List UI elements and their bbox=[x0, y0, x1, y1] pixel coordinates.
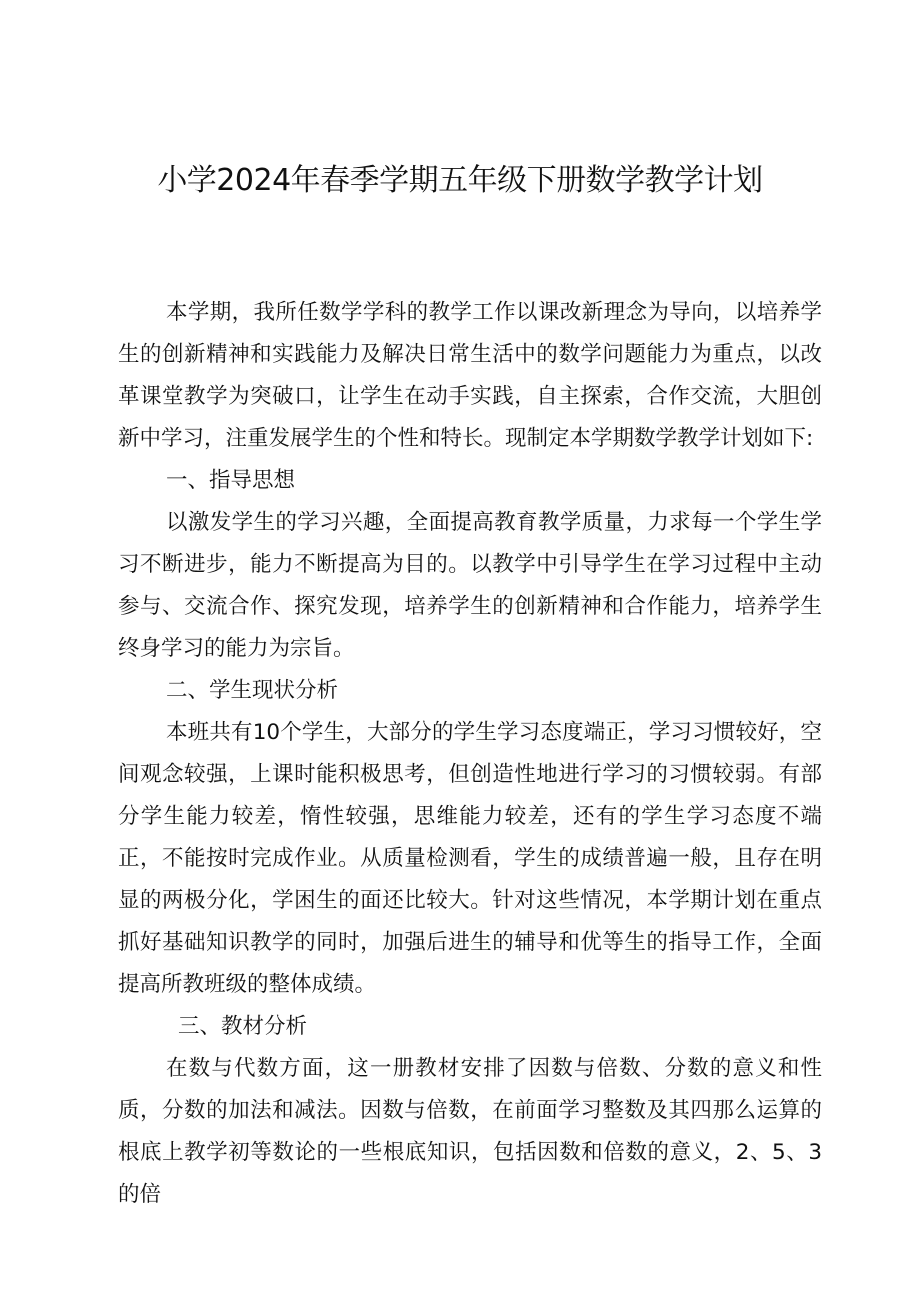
intro-paragraph: 本学期，我所任数学学科的教学工作以课改新理念为导向，以培养学生的创新精神和实践能力及解决日常生活中的数学问题能力为重点，以改革课堂教学为突破口，让学生在动手实践，自主探索，合作交流，大胆创新中学习，注重发展学生的个性和特长。现制定本学期数学教学计划如下: bbox=[118, 300, 822, 451]
document-title: 小学2024年春季学期五年级下册数学教学计划 bbox=[157, 163, 763, 198]
document-body bbox=[118, 292, 822, 1216]
section-text-guiding-ideology: 以激发学生的学习兴趣，全面提高教育教学质量，力求每一个学生学习不断进步，能力不断提高为目的。以教学中引导学生在学习过程中主动参与、交流合作、探究发现，培养学生的创新精神和合作能力，培养学生终身学习的能力为宗旨。 bbox=[118, 510, 822, 661]
section-text-textbook-analysis: 在数与代数方面，这一册教材安排了因数与倍数、分数的意义和性质，分数的加法和减法。因数与倍数，在前面学习整数及其四那么运算的根底上教学初等数论的一些根底知识，包括因数和倍数的意义，2、5、3的倍 bbox=[118, 1056, 822, 1207]
section-heading-textbook-analysis: 三、教材分析 bbox=[178, 1014, 308, 1039]
section-heading-guiding-ideology: 一、指导思想 bbox=[166, 468, 296, 493]
section-text-student-analysis: 本班共有10个学生，大部分的学生学习态度端正，学习习惯较好，空间观念较强，上课时能积极思考，但创造性地进行学习的习惯较弱。有部分学生能力较差，惰性较强，思维能力较差，还有的学生学习态度不端正，不能按时完成作业。从质量检测看，学生的成绩普遍一般，且存在明显的两极分化，学困生的面还比较大。针对这些情况，本学期计划在重点抓好基础知识教学的同时，加强后进生的辅导和优等生的指导工作，全面提高所教班级的整体成绩。 bbox=[118, 720, 822, 997]
section-heading-student-analysis: 二、学生现状分析 bbox=[166, 678, 339, 703]
